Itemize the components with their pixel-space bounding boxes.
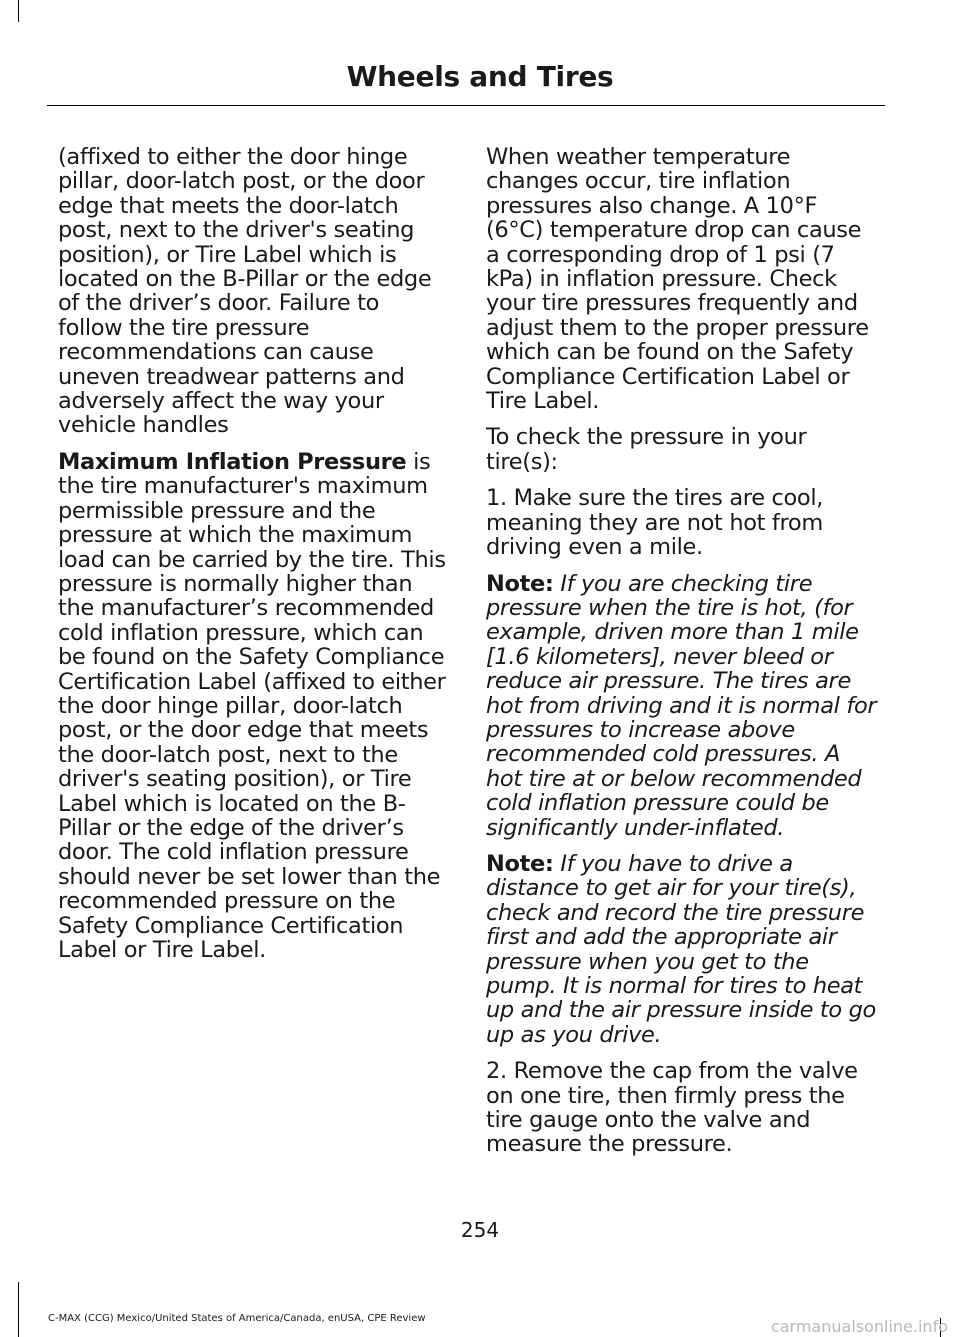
paragraph-text: is the tire manufacturer's maximum permissible pressure and the pressure at which the maximum load can be carried by the tire. This pressure is normally higher than the manufacturer’s recommended cold inflation pressure, which can be found on the Safety Compliance Certification Label (affixed to either the door hinge pillar, door-latch post, or the door edge that meets the door-latch post, next to the driver's seating position), or Tire Label which is located on the B-Pillar or the edge of the driver’s door. The cold inflation pressure should never be set lower than the recommended pressure on the Safety Compliance Certification Label or Tire Label. [58,448,446,963]
note-label: Note: [486,850,554,877]
footer-text: C-MAX (CCG) Mexico/United States of America/Canada, enUSA, CPE Review [48,1313,426,1324]
note-label: Note: [486,570,554,597]
watermark: carmanualsonline.info [770,1317,948,1336]
note [486,572,880,840]
page-number: 254 [460,1218,500,1242]
header-divider [47,105,885,106]
page-title: Wheels and Tires [346,60,614,93]
paragraph [58,450,450,963]
paragraph: When weather temperature changes occur, tire inflation pressures also change. A 10°F (6°C) temperature drop can cause a corresponding drop of 1 psi (7 kPa) in inflation pressure. Check your tire pressures frequently and adjust them to the proper pressure which can be found on the Safety Compliance Certification Label or Tire Label. [486,144,869,415]
note [486,852,880,1047]
paragraph: (affixed to either the door hinge pillar, door-latch post, or the door edge that meets the door-latch post, next to the driver's seating position), or Tire Label which is located on the B-Pillar or the edge of the driver’s door. Failure to follow the tire pressure recommendations can cause uneven treadwear patterns and adversely affect the way your vehicle handles [58,144,432,439]
paragraph: To check the pressure in your tire(s): [486,424,807,475]
crop-mark-top-left [18,0,19,22]
note-text: If you are checking tire pressure when the tire is hot, (for example, driven more than 1 mile [1.6 kilometers], never bleed or reduce air pressure. The tires are hot from driving and it is normal for pressures to increase above recommended cold pressures. A hot tire at or below recommended cold inflation pressure could be significantly under-inflated. [486,570,877,841]
crop-mark-bottom-left [18,1282,19,1337]
note-text: If you have to drive a distance to get air for your tire(s), check and record the tire pressure first and add the appropriate air pressure when you get to the pump. It is normal for tires to heat up and the air pressure inside to go up as you drive. [486,850,876,1048]
step-item: 2. Remove the cap from the valve on one tire, then firmly press the tire gauge onto the valve and measure the pressure. [486,1058,858,1158]
term-label: Maximum Inflation Pressure [58,448,407,475]
left-column [58,145,450,974]
step-item: 1. Make sure the tires are cool, meaning they are not hot from driving even a mile. [486,485,824,561]
right-column [486,145,880,1169]
